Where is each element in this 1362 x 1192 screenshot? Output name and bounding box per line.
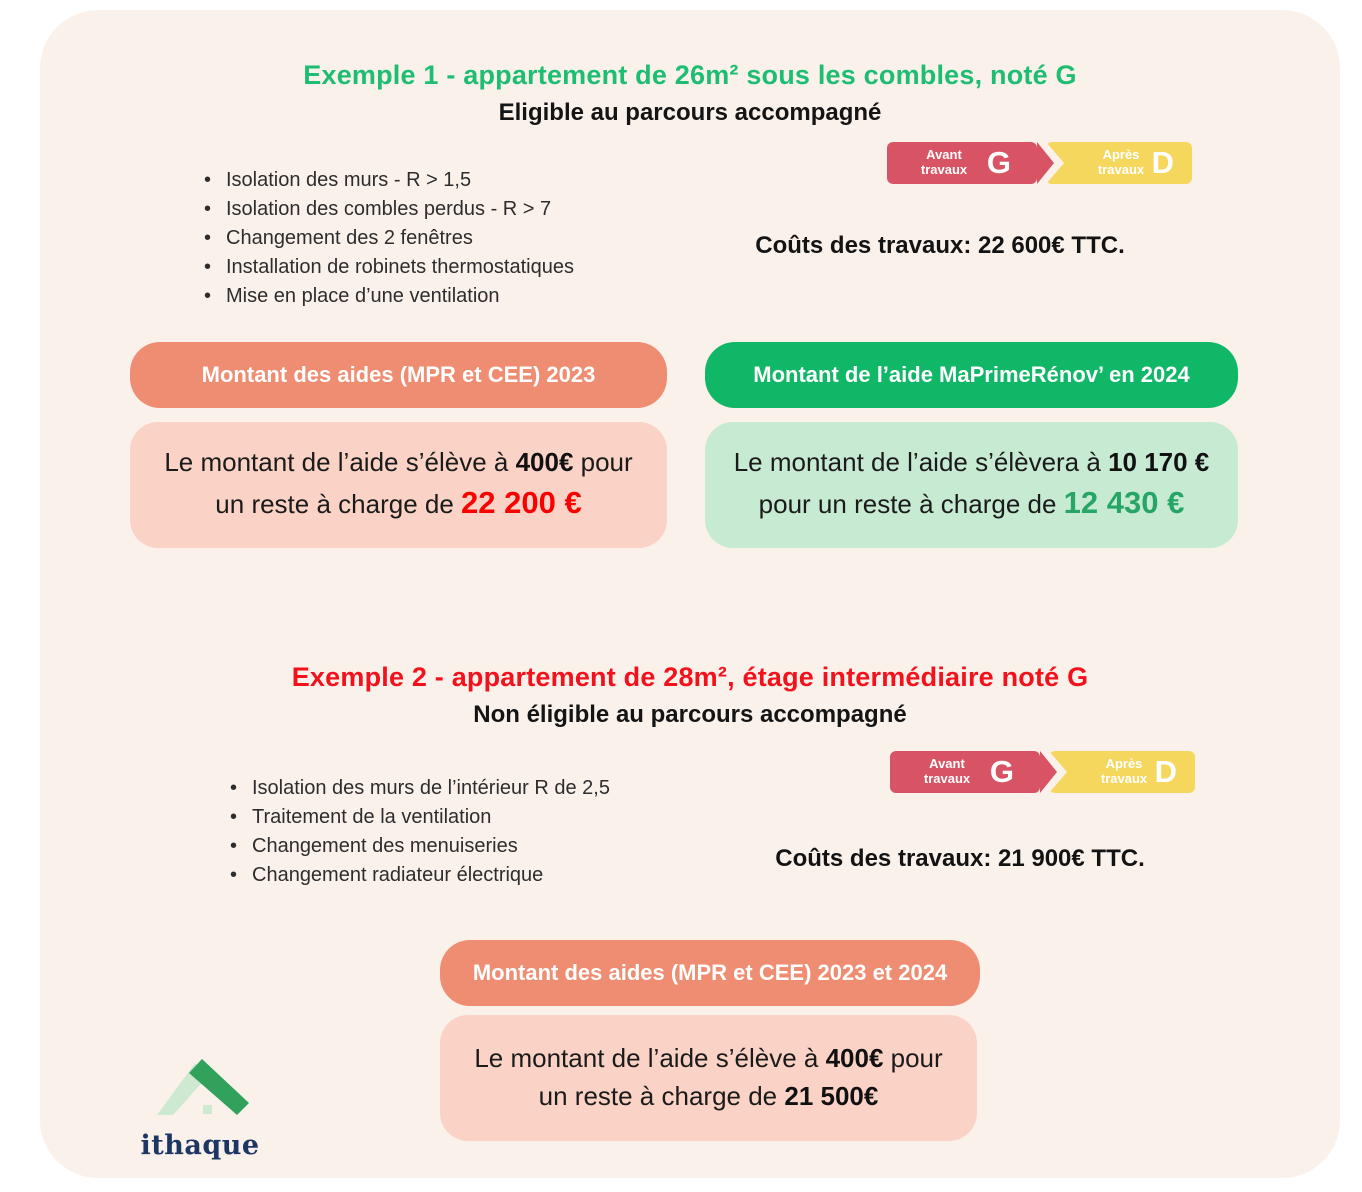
remaining-cost-highlight: 21 500€ — [784, 1081, 879, 1111]
aid-amount: 400€ — [515, 446, 574, 477]
example1-subtitle: Eligible au parcours accompagné — [498, 99, 882, 126]
energy-grade-d: D — [1154, 754, 1177, 789]
before-works-badge — [890, 751, 1040, 793]
before-works-label: Avant travaux — [923, 756, 971, 786]
list-item: • Installation de robinets thermostatiques — [202, 253, 574, 282]
list-item: • Isolation des murs de l’intérieur R de 2,5 — [228, 774, 610, 803]
example2-subtitle: Non éligible au parcours accompagné — [473, 701, 907, 728]
example2-title: Exemple 2 - appartement de 28m², étage intermédiaire noté G — [291, 662, 1089, 692]
after-works-label: Après travaux — [1100, 756, 1148, 786]
energy-grade-d: D — [1151, 145, 1174, 180]
example1-costs: Coûts des travaux: 22 600€ TTC. — [755, 232, 1125, 259]
before-works-label: Avant travaux — [920, 147, 968, 177]
list-item: • Isolation des combles perdus - R > 7 — [202, 195, 574, 224]
after-works-badge — [1046, 142, 1192, 184]
aid-2023-box — [130, 422, 667, 548]
aid-2024-text: Le montant de l’aide s’élèvera à 10 170 € pour un reste à charge de 12 430 € — [733, 446, 1210, 521]
example2-work-list — [228, 774, 610, 890]
example1-title: Exemple 1 - appartement de 26m² sous les combles, noté G — [303, 60, 1077, 90]
energy-grade-g: G — [989, 754, 1014, 789]
list-item: • Changement des menuiseries — [228, 832, 610, 861]
aid-2024-header: Montant de l’aide MaPrimeRénov’ en 2024 — [705, 342, 1238, 408]
list-item: • Traitement de la ventilation — [228, 803, 610, 832]
logo-wordmark: ithaque — [140, 1130, 260, 1161]
list-item: • Isolation des murs - R > 1,5 — [202, 166, 574, 195]
aid-text: Le montant de l’aide s’élève à 400€ pour un reste à charge de 21 500€ — [474, 1043, 943, 1111]
remaining-cost-highlight: 22 200 € — [461, 485, 582, 521]
after-works-label: Après travaux — [1097, 147, 1145, 177]
infographic-card — [40, 10, 1340, 1178]
aid-amount: 10 170 € — [1108, 446, 1210, 477]
aid-2024-box — [705, 422, 1238, 548]
example1-work-list — [202, 166, 574, 311]
example2-energy-badges — [890, 751, 1195, 793]
aid-2023-2024-header: Montant des aides (MPR et CEE) 2023 et 2024 — [440, 940, 980, 1006]
after-works-badge — [1049, 751, 1195, 793]
ithaque-logo — [125, 1045, 275, 1161]
example2-costs: Coûts des travaux: 21 900€ TTC. — [775, 845, 1145, 872]
energy-grade-g: G — [986, 145, 1011, 180]
example1-energy-badges — [887, 142, 1192, 184]
house-logo-icon — [145, 1045, 255, 1125]
aid-amount: 400€ — [825, 1043, 884, 1074]
list-item: • Mise en place d’une ventilation — [202, 282, 574, 311]
aid-2023-text: Le montant de l’aide s’élève à 400€ pour un reste à charge de 22 200 € — [164, 446, 633, 521]
before-works-badge — [887, 142, 1037, 184]
aid-2023-header: Montant des aides (MPR et CEE) 2023 — [130, 342, 667, 408]
remaining-cost-highlight: 12 430 € — [1063, 485, 1185, 521]
list-item: • Changement des 2 fenêtres — [202, 224, 574, 253]
aid-2023-2024-box — [440, 1015, 977, 1141]
list-item: • Changement radiateur électrique — [228, 861, 610, 890]
